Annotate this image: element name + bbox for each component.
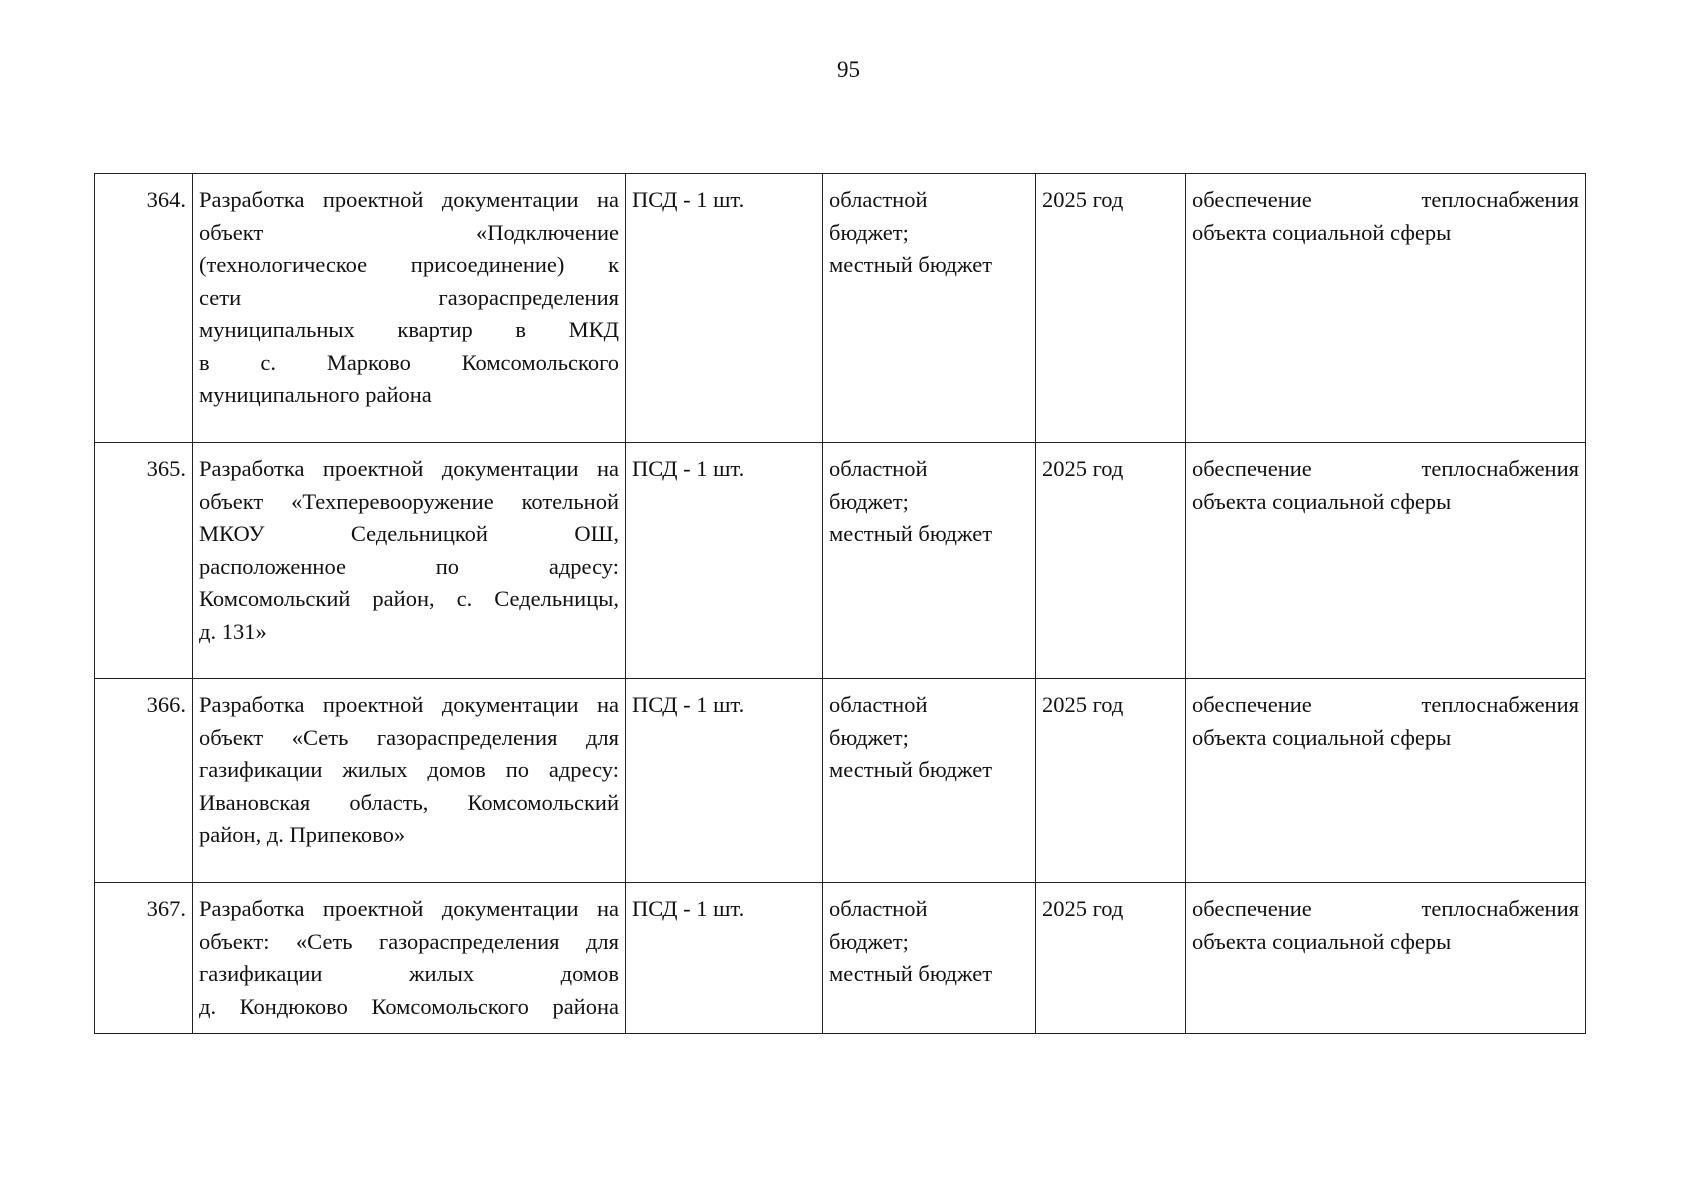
implementation-year: 2025 год — [1036, 883, 1186, 1034]
purpose-line: объекта социальной сферы — [1192, 928, 1452, 954]
purpose — [1186, 443, 1586, 679]
description-line: Комсомольский район, с. Седельницы, — [199, 586, 619, 611]
table-row — [95, 443, 1586, 679]
row-number: 365. — [95, 443, 193, 679]
measure-description — [193, 883, 626, 1034]
funding-line: областной — [829, 187, 928, 212]
page-number: 95 — [837, 57, 860, 82]
description-line: (технологическое присоединение) к — [199, 252, 619, 277]
expected-result: ПСД - 1 шт. — [626, 443, 823, 679]
expected-result: ПСД - 1 шт. — [626, 679, 823, 883]
description-line: Разработка проектной документации на — [199, 456, 619, 481]
description-line: в с. Марково Комсомольского — [199, 349, 619, 375]
funding-line: местный бюджет — [829, 961, 993, 986]
purpose — [1186, 174, 1586, 443]
expected-result: ПСД - 1 шт. — [626, 174, 823, 443]
funding-source — [823, 883, 1036, 1034]
funding-line: областной — [829, 896, 928, 921]
funding-line: местный бюджет — [829, 521, 993, 546]
purpose-line: обеспечение теплоснабжения — [1192, 187, 1579, 212]
description-line: муниципальных квартир в МКД — [199, 317, 619, 342]
description-line: Разработка проектной документации на — [199, 692, 619, 717]
expected-result: ПСД - 1 шт. — [626, 883, 823, 1034]
description-line: д. Кондюково Комсомольского района — [199, 993, 619, 1019]
funding-line: местный бюджет — [829, 252, 993, 277]
funding-line: бюджет; — [829, 219, 909, 245]
description-line: газификации жилых домов по адресу: — [199, 757, 619, 782]
purpose-line: объекта социальной сферы — [1192, 219, 1452, 245]
table-row — [95, 174, 1586, 443]
description-line: Ивановская область, Комсомольский — [199, 789, 619, 815]
funding-line: бюджет; — [829, 724, 909, 750]
measure-description — [193, 679, 626, 883]
purpose-line: обеспечение теплоснабжения — [1192, 456, 1579, 481]
purpose-line: обеспечение теплоснабжения — [1192, 692, 1579, 717]
purpose-line: объекта социальной сферы — [1192, 724, 1452, 750]
row-number: 366. — [95, 679, 193, 883]
implementation-year: 2025 год — [1036, 679, 1186, 883]
description-line: Разработка проектной документации на — [199, 187, 619, 212]
row-number: 364. — [95, 174, 193, 443]
funding-line: областной — [829, 456, 928, 481]
funding-line: местный бюджет — [829, 757, 993, 782]
description-line: объект «Подключение — [199, 219, 619, 245]
measures-table — [94, 173, 1586, 1034]
measure-description — [193, 443, 626, 679]
funding-line: бюджет; — [829, 928, 909, 954]
description-line: сети газораспределения — [199, 284, 619, 310]
table-row — [95, 883, 1586, 1034]
measure-description — [193, 174, 626, 443]
description-line: район, д. Припеково» — [199, 822, 406, 847]
description-line: Разработка проектной документации на — [199, 896, 619, 921]
description-line: объект «Сеть газораспределения для — [199, 724, 619, 750]
purpose-line: объекта социальной сферы — [1192, 488, 1452, 514]
funding-line: бюджет; — [829, 488, 909, 514]
description-line: МКОУ Седельницкой ОШ, — [199, 521, 619, 546]
implementation-year: 2025 год — [1036, 443, 1186, 679]
description-line: объект «Техперевооружение котельной — [199, 488, 619, 514]
description-line: расположенное по адресу: — [199, 553, 619, 579]
implementation-year: 2025 год — [1036, 174, 1186, 443]
description-line: газификации жилых домов — [199, 961, 619, 986]
purpose — [1186, 883, 1586, 1034]
description-line: объект: «Сеть газораспределения для — [199, 928, 619, 954]
description-line: д. 131» — [199, 618, 267, 644]
table-row — [95, 679, 1586, 883]
funding-source — [823, 443, 1036, 679]
funding-source — [823, 679, 1036, 883]
description-line: муниципального района — [199, 382, 432, 407]
purpose-line: обеспечение теплоснабжения — [1192, 896, 1579, 921]
purpose — [1186, 679, 1586, 883]
funding-line: областной — [829, 692, 928, 717]
funding-source — [823, 174, 1036, 443]
row-number: 367. — [95, 883, 193, 1034]
